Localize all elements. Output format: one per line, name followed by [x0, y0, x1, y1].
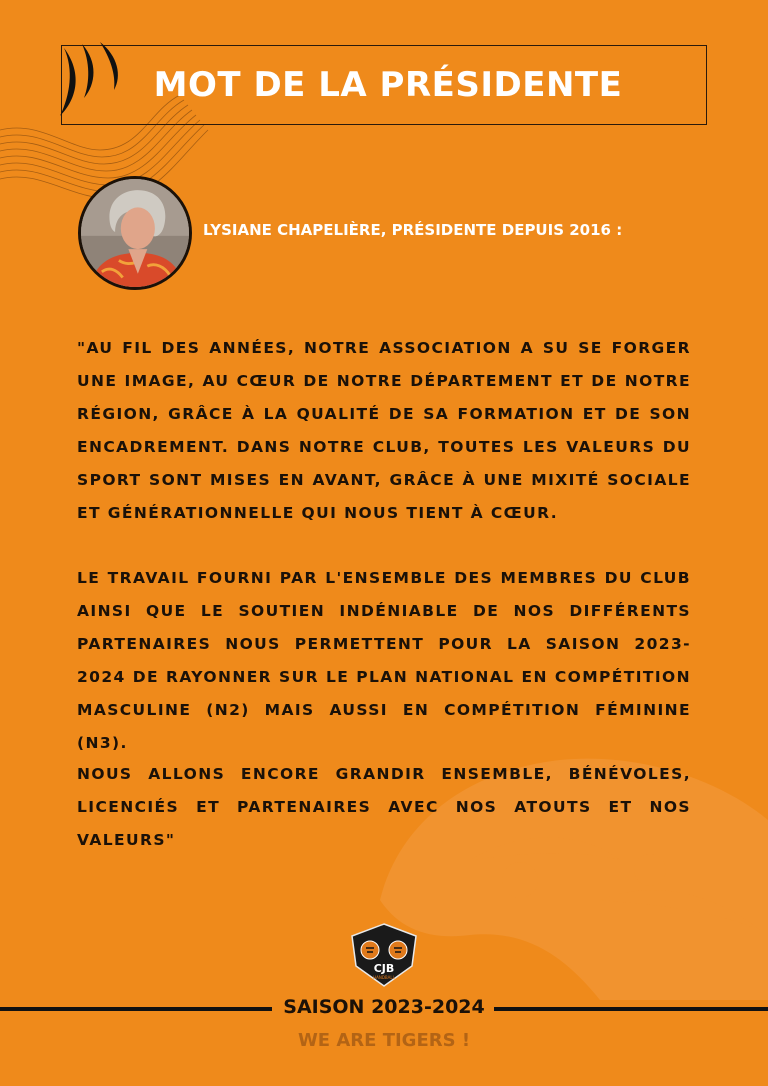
paragraph-text: NOUS ALLONS ENCORE GRANDIR ENSEMBLE, BÉNÉVOLES, LICENCIÉS ET PARTENAIRES AVEC NOS ATOUTS ET NOS VALEURS" [77, 765, 691, 849]
president-caption: LYSIANE CHAPELIÈRE, PRÉSIDENTE DEPUIS 2016 : [203, 221, 623, 239]
claw-marks-icon [56, 40, 136, 120]
paragraph-text: LE TRAVAIL FOURNI PAR L'ENSEMBLE DES MEMBRES DU CLUB AINSI QUE LE SOUTIEN INDÉNIABLE DE NOS DIFFÉRENTS PARTENAIRES NOUS PERMETTENT POUR LA SAISON 2023-2024 DE RAYONNER SUR LE PLAN NATIONAL EN COMPÉTITION MASCULINE (N2) MAIS AUSSI EN COMPÉTITION FÉMININE (N3). [77, 569, 691, 752]
message-paragraph-2 [77, 562, 691, 760]
title-box [61, 45, 707, 125]
paragraph-text: "AU FIL DES ANNÉES, NOTRE ASSOCIATION A SU SE FORGER UNE IMAGE, AU CŒUR DE NOTRE DÉPARTEMENT ET DE NOTRE RÉGION, GRÂCE À LA QUALITÉ DE SA FORMATION ET DE SON ENCADREMENT. DANS NOTRE CLUB, TOUTES LES VALEURS DU SPORT SONT MISES EN AVANT, GRÂCE À UNE MIXITÉ SOCIALE ET GÉNÉRATIONNELLE QUI NOUS TIENT À CŒUR. [77, 339, 691, 522]
logo-subtext: HANDBALL [373, 975, 395, 980]
club-logo [346, 922, 422, 988]
message-paragraph-3 [77, 758, 691, 857]
slogan: WE ARE TIGERS ! [297, 1030, 471, 1051]
president-avatar [78, 176, 192, 290]
avatar-illustration [81, 179, 189, 287]
season-label: SAISON 2023-2024 [283, 996, 485, 1018]
page-title: MOT DE LA PRÉSIDENTE [153, 65, 623, 105]
logo-text: CJB [373, 962, 395, 975]
message-paragraph-1 [77, 332, 691, 530]
